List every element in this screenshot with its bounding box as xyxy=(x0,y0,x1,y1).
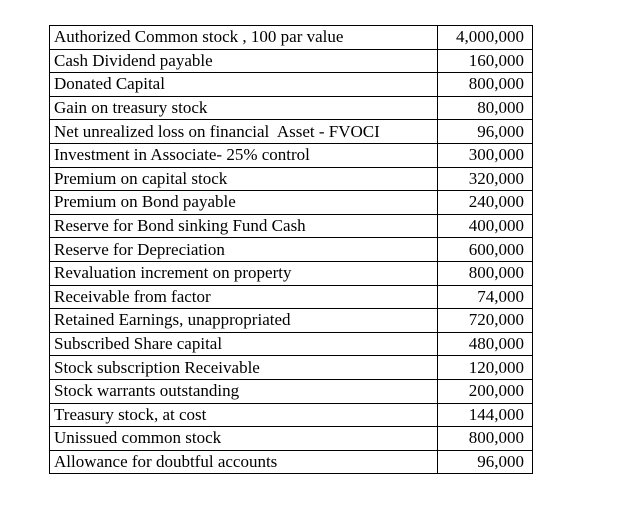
account-name: Receivable from factor xyxy=(50,285,438,309)
table-row xyxy=(50,427,532,451)
account-amount: 96,000 xyxy=(438,120,533,144)
account-amount: 160,000 xyxy=(438,49,533,73)
table-row xyxy=(50,309,532,333)
account-name: Premium on capital stock xyxy=(50,167,438,191)
account-amount: 720,000 xyxy=(438,309,533,333)
table-row xyxy=(50,73,532,97)
account-amount: 600,000 xyxy=(438,238,533,262)
table-row xyxy=(50,26,532,49)
account-amount: 800,000 xyxy=(438,73,533,97)
account-name: Net unrealized loss on financial Asset - FVOCI xyxy=(50,120,438,144)
table-row xyxy=(50,285,532,309)
table-row xyxy=(50,167,532,191)
table-row xyxy=(50,96,532,120)
account-name: Cash Dividend payable xyxy=(50,49,438,73)
account-name: Donated Capital xyxy=(50,73,438,97)
account-amount: 200,000 xyxy=(438,379,533,403)
table-row xyxy=(50,214,532,238)
account-name: Allowance for doubtful accounts xyxy=(50,450,438,473)
account-amount: 240,000 xyxy=(438,191,533,215)
account-amount: 74,000 xyxy=(438,285,533,309)
table-row xyxy=(50,191,532,215)
account-name: Premium on Bond payable xyxy=(50,191,438,215)
account-amount: 120,000 xyxy=(438,356,533,380)
account-name: Stock warrants outstanding xyxy=(50,379,438,403)
account-amount: 400,000 xyxy=(438,214,533,238)
table-row xyxy=(50,403,532,427)
account-amount: 800,000 xyxy=(438,427,533,451)
account-name: Subscribed Share capital xyxy=(50,332,438,356)
account-name: Reserve for Depreciation xyxy=(50,238,438,262)
table-row xyxy=(50,143,532,167)
table-row xyxy=(50,49,532,73)
account-amount: 300,000 xyxy=(438,143,533,167)
account-name: Revaluation increment on property xyxy=(50,261,438,285)
account-name: Reserve for Bond sinking Fund Cash xyxy=(50,214,438,238)
table-row xyxy=(50,238,532,262)
account-name: Gain on treasury stock xyxy=(50,96,438,120)
table-row xyxy=(50,356,532,380)
account-name: Stock subscription Receivable xyxy=(50,356,438,380)
account-amount: 96,000 xyxy=(438,450,533,473)
account-amount: 800,000 xyxy=(438,261,533,285)
account-balances-table xyxy=(49,25,533,474)
account-amount: 480,000 xyxy=(438,332,533,356)
table-row xyxy=(50,379,532,403)
table-row xyxy=(50,332,532,356)
accounts-table xyxy=(50,26,532,473)
table-row xyxy=(50,120,532,144)
account-name: Treasury stock, at cost xyxy=(50,403,438,427)
account-amount: 80,000 xyxy=(438,96,533,120)
account-name: Investment in Associate- 25% control xyxy=(50,143,438,167)
account-amount: 4,000,000 xyxy=(456,27,524,47)
account-name: Unissued common stock xyxy=(50,427,438,451)
account-amount: 320,000 xyxy=(438,167,533,191)
table-row xyxy=(50,450,532,473)
account-name: Retained Earnings, unappropriated xyxy=(50,309,438,333)
account-amount: 144,000 xyxy=(438,403,533,427)
table-row xyxy=(50,261,532,285)
account-name: Authorized Common stock , 100 par value xyxy=(50,26,438,49)
